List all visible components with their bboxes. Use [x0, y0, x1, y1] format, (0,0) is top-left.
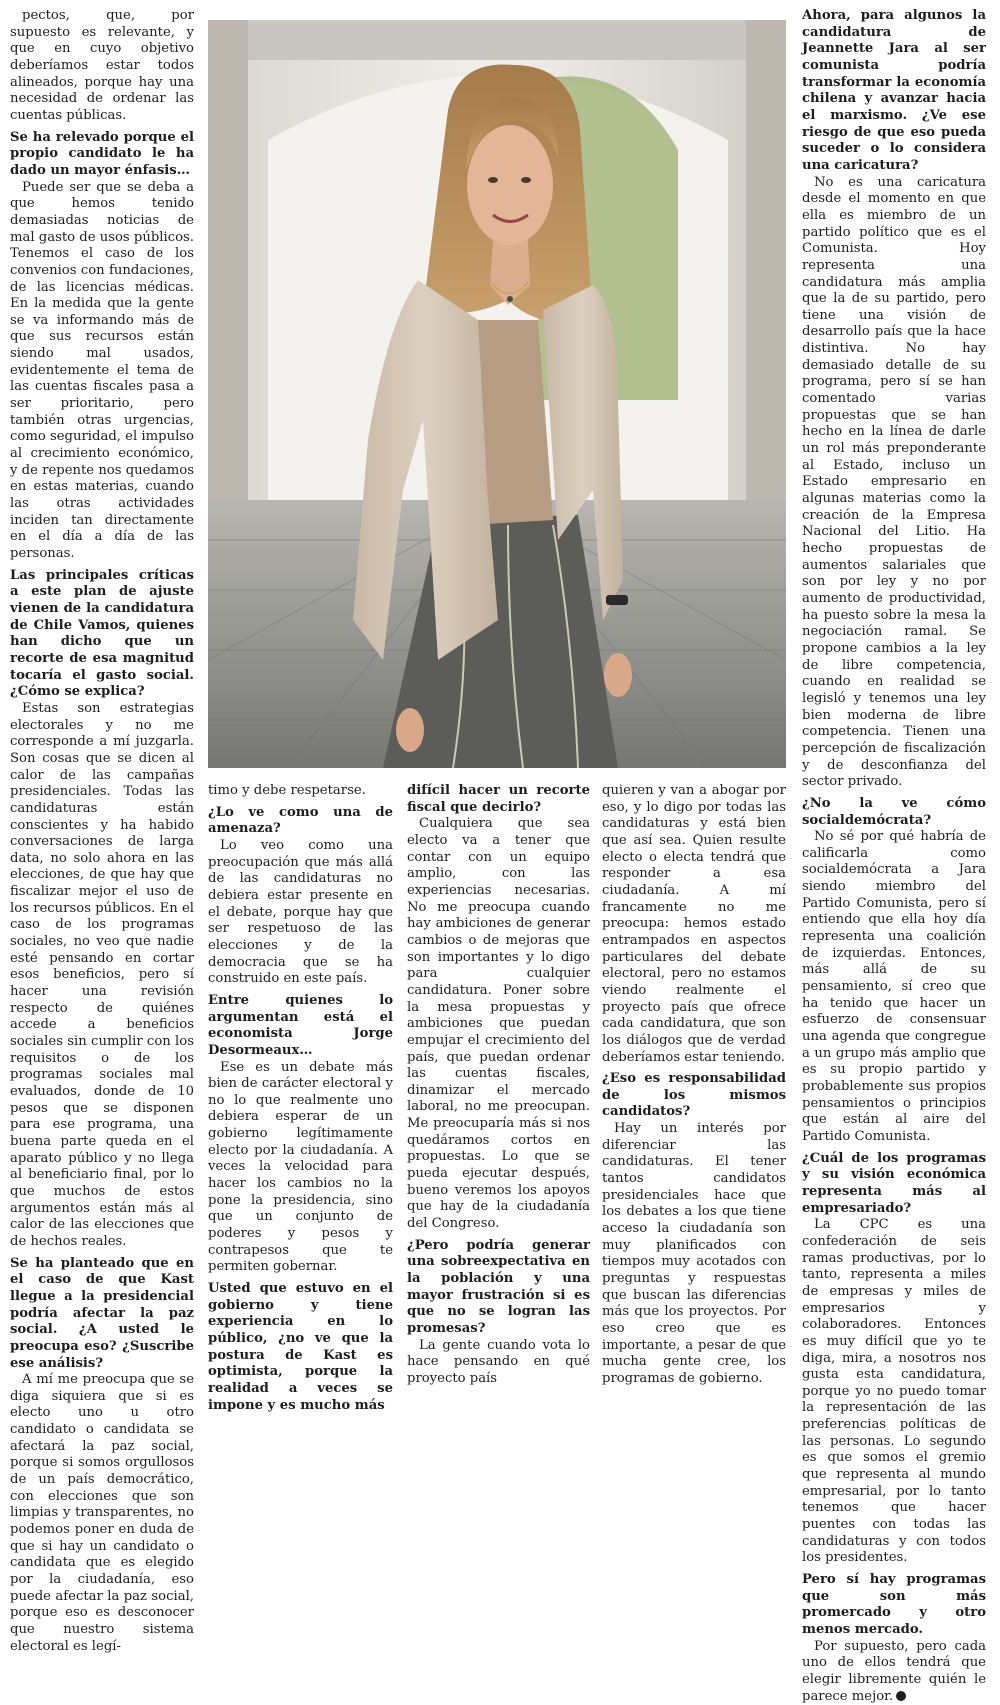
continued-paragraph: timo y debe respetarse.: [208, 783, 366, 798]
answer-paragraph: Por supuesto, pero cada uno de ellos tendrá que elegir libremente quién le parece mejor. P: [802, 1638, 986, 1704]
answer-paragraph: A mí me preocupa que se diga siquiera que si es electo uno u otro candidato o candidata se afectará la paz social, porque si somos orgullosos de un país democrático, con elecciones que son limpias y transparentes, no podemos poner en duda de que si hay un candidato o candidata que es elegido por la ciudadanía, eso puede afectar la paz social, porque eso es desconocer que nuestro sistema electoral es legí-: [10, 1372, 194, 1654]
answer-paragraph: Cualquiera que sea electo va a tener que contar con un equipo amplio, con las experiencias necesarias. No me preocupa cuando hay ambiciones de generar cambios o de mejoras que son importantes y lo digo para cualquier candidatura. Poner sobre la mesa propuestas y ambiciones que puedan empujar el crecimiento del país, que puedan ordenar las cuentas fiscales, dinamizar el mercado laboral, no me preocupan. Me preocuparía más si nos quedáramos cortos en propuestas. Lo que se pueda ejecutar después, bueno veremos los apoyos que hay de la ciudadanía del Congreso.: [407, 816, 590, 1232]
interview-question: ¿Lo ve como una de amenaza?: [208, 804, 393, 837]
continued-paragraph: quieren y van a abogar por eso, y lo digo por todas las candidaturas y está bien que así sea. Quien resulte electo o electa tendrá que responder a esa ciudadanía. A mí francamente no me preocupa: hemos estado entrampados en aspectos particulares del debate electoral, pero no estamos viendo realmente el proyecto país que ofrece cada candidatura, que son los diálogos que de verdad deberíamos estar teniendo.: [602, 783, 786, 1065]
interview-question: Se ha relevado porque el propio candidato le ha dado un mayor énfasis…: [10, 129, 194, 178]
interview-question: difícil hacer un recorte fiscal que decirlo?: [407, 783, 590, 815]
face: [467, 125, 553, 245]
answer-paragraph: Lo veo como una preocupación que más allá de las candidaturas no debiera estar presente en el debate, porque hay que ser respetuoso de las elecciones y de la democracia que se ha construido en este país.: [208, 837, 393, 987]
answer-paragraph: No es una caricatura desde el momento en que ella es miembro de un partido político que es el Comunista. Hoy representa una candidatura más amplia que la de su partido, pero tiene una visión de desarrollo país que la hace distintiva. No hay demasiado detalle de su programa, pero sí se han comentado varias propuestas que se han hecho en la línea de darle un rol más preponderante al Estado, incluso un Estado empresario en algunas materias como la creación de la Empresa Nacional del Litio. Ha hecho propuestas de aumentos salariales que son por ley y no por aumento de productividad, ha puesto sobre la mesa la negociación ramal. Se propone cambios a la ley de libre competencia, cuando en realidad se legisló y tenemos una ley bien moderna de libre competencia. Tienen una percepción de fiscalización y de desconfianza del sector privado.: [802, 174, 986, 790]
article-column-5: [802, 8, 986, 1704]
article-column-1: [10, 8, 194, 1654]
interview-question: Entre quienes lo argumentan está el economista Jorge Desormeaux…: [208, 992, 393, 1058]
portrait-photo: [208, 20, 786, 768]
answer-paragraph: No sé por qué habría de calificarla como socialdemócrata a Jara siendo miembro del Partido Comunista, pero sí entiendo que ella hoy día representa una coalición de izquierdas. Entonces, más allá de su pensamiento, sí creo que ha tenido que hacer un esfuerzo de consensuar una agenda que congregue a un grupo más amplio que es su propio partido y probablemente sus propios pensamientos o principios que están al aire del Partido Comunista.: [802, 829, 986, 1144]
article-column-2: [208, 783, 393, 1413]
answer-paragraph: La gente cuando vota lo hace pensando en qué proyecto país: [407, 1337, 590, 1386]
interview-question: Ahora, para algunos la candidatura de Jeannette Jara al ser comunista podría transformar la economía chilena y avanzar hacia el marxismo. ¿Ve ese riesgo de que eso pueda suceder o lo considera una caricatura?: [802, 8, 986, 173]
article-column-4: [602, 783, 786, 1386]
answer-paragraph: pectos, que, por supuesto es relevante, y que en cuyo objetivo deberíamos estar todos alineados, porque hay una necesidad de ordenar las cuentas públicas.: [10, 8, 194, 123]
interview-question: ¿Pero podría generar una sobreexpectativa en la población y una mayor frustración si es que no se logran las promesas?: [407, 1237, 590, 1336]
interview-question: Usted que estuvo en el gobierno y tiene experiencia en lo público, ¿no ve que la postura de Kast es optimista, porque la realidad a veces se impone y es mucho más: [208, 1281, 393, 1413]
interview-question: ¿Cuál de los programas y su visión económica representa más al empresariado?: [802, 1150, 986, 1216]
answer-paragraph: Ese es un debate más bien de carácter electoral y no lo que realmente uno debiera esperar de un gobierno legítimamente electo por la ciudadanía. A veces la velocidad para hacer los cambios no la pone la presidencia, sino que un conjunto de poderes y pesos y contrapesos que te permiten gobernar.: [208, 1059, 393, 1275]
interview-question: Se ha planteado que en el caso de que Kast llegue a la presidencial podría afectar la paz social. ¿A usted le preocupa eso? ¿Suscribe ese análisis?: [10, 1255, 194, 1371]
end-mark-icon: P: [896, 1691, 906, 1701]
interview-question: Pero sí hay programas que son más promercado y otro menos mercado.: [802, 1572, 986, 1637]
interview-question: Las principales críticas a este plan de ajuste vienen de la candidatura de Chile Vamos, quienes han dicho que un recorte de esa magnitud tocaría el gasto social. ¿Cómo se explica?: [10, 567, 194, 700]
answer-paragraph: La CPC es una confederación de seis ramas productivas, por lo tanto, representa a miles de empresas y miles de empresarios y colaboradores. Entonces es muy difícil que yo te diga, mira, a nosotros nos gusta esta candidatura, porque yo no puedo tomar la representación de las preferencias políticas de las personas. Lo segundo es que somos el gremio que representa al mundo empresarial, por lo tanto tenemos que hacer puentes con todas las candidaturas y con todos los presidentes.: [802, 1217, 986, 1566]
interview-question: ¿No la ve cómo socialdemócrata?: [802, 795, 986, 828]
answer-paragraph: Puede ser que se deba a que hemos tenido demasiadas noticias de mal gasto de usos públicos. Tenemos el caso de los convenios con fundaciones, de las licencias médicas. En la medida que la gente se va informando más de que sus recursos están siendo mal usados, evidentemente el tema de las cuentas fiscales pasa a ser prioritario, pero también otras urgencias, como seguridad, el impulso al crecimiento económico, y de repente nos quedamos en estas materias, cuando las otras actividades inciden tan directamente en el día a día de las personas.: [10, 179, 194, 561]
answer-paragraph: Estas son estrategias electorales y no me corresponde a mí juzgarla. Son cosas que se dicen al calor de las campañas presidenciales. Todas las candidaturas están conscientes y ha habido conversaciones de larga data, no solo ahora en las elecciones, de que hay que fiscalizar mejor el uso de los recursos públicos. En el caso de los programas sociales, no veo que nadie esté pensando en cortar esos beneficios, pero sí hacer una revisión respecto de quiénes accede a beneficios sociales sin cumplir con los requisitos o de los programas sociales mal evaluados, donde de 10 pesos que se disponen para ese programa, una buena parte queda en el aparato público y no llega al beneficiario final, por lo que muchos de estos argumentos están más al calor de las elecciones que de hechos reales.: [10, 700, 194, 1249]
interview-question: ¿Eso es responsabilidad de los mismos candidatos?: [602, 1071, 786, 1120]
answer-paragraph: Hay un interés por diferenciar las candidaturas. El tener tantos candidatos presidenciales hace que los debates a los que tiene acceso la ciudadanía son muy planificados con tiempos muy acotados con preguntas y respuestas que buscan las diferencias más que los proyectos. Por eso creo que es importante, a pesar de que mucha gente cree, los programas de gobierno.: [602, 1121, 786, 1386]
article-column-3: [407, 783, 590, 1386]
portrait-illustration: [208, 20, 786, 768]
